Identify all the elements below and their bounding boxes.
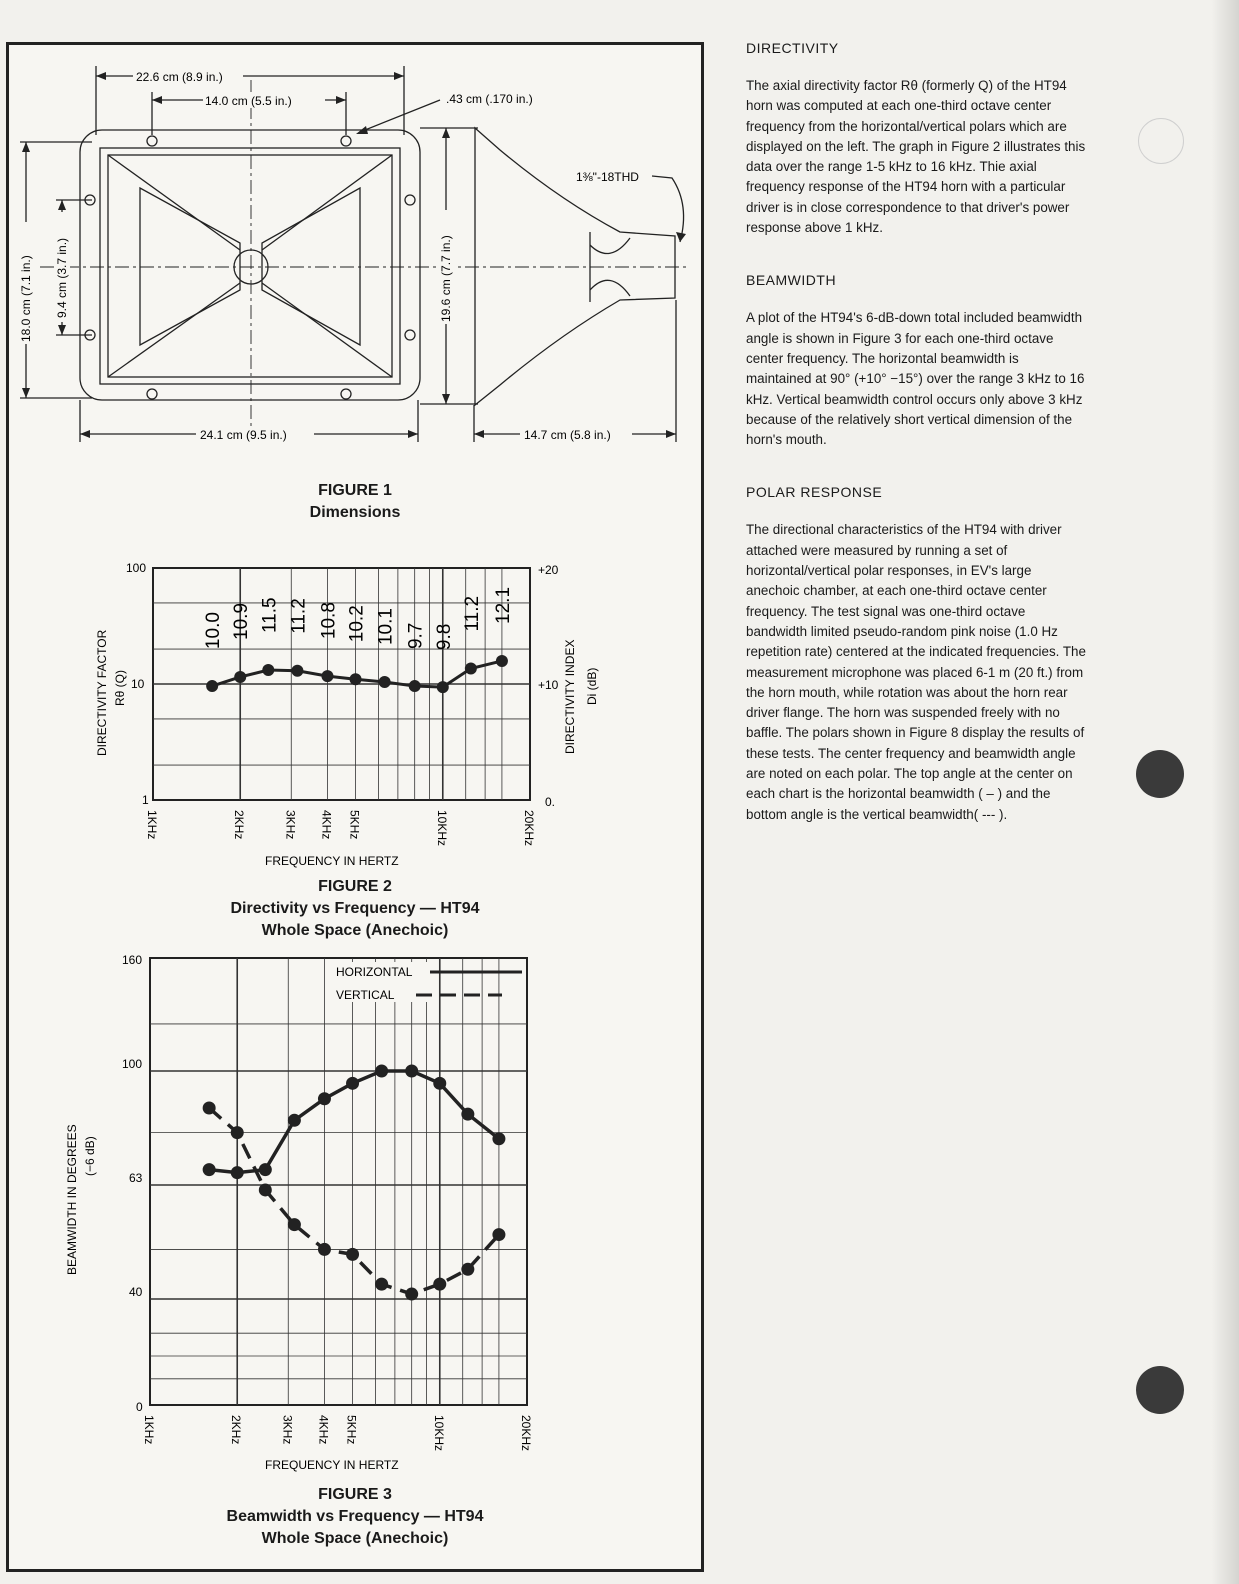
fig3-xlabel: FREQUENCY IN HERTZ	[265, 1458, 399, 1472]
fig3-ylabel-1: BEAMWIDTH IN DEGREES	[65, 1124, 79, 1275]
dim-depth: 14.7 cm (5.8 in.)	[524, 428, 611, 442]
figure2-subtitle-1: Directivity vs Frequency — HT94	[230, 900, 480, 917]
fig2-data-label: 9.8	[433, 623, 455, 651]
fig2-data-point	[234, 671, 246, 683]
fig2-data-point	[350, 673, 362, 685]
figure2-chart	[0, 560, 710, 880]
fig2-xtick-label: 3KHz	[283, 810, 298, 840]
fig2-xtick-label: 5KHz	[347, 810, 362, 840]
fig3-point-vertical	[492, 1228, 505, 1241]
fig3-ylabel-2: (−6 dB)	[83, 1136, 97, 1176]
figure3-title: FIGURE 3	[318, 1486, 392, 1503]
fig2-xtick-label: 2KHz	[232, 810, 247, 840]
fig3-point-vertical	[405, 1288, 418, 1301]
fig2-data-label: 11.2	[288, 598, 310, 634]
fig3-point-vertical	[203, 1101, 216, 1114]
fig2-data-point	[379, 676, 391, 688]
fig3-xtick-label: 1KHz	[142, 1415, 156, 1445]
dim-width-top: 22.6 cm (8.9 in.)	[136, 70, 223, 84]
fig3-point-horizontal	[375, 1065, 388, 1078]
fig3-ytick-40: 40	[129, 1285, 143, 1299]
fig3-point-horizontal	[461, 1108, 474, 1121]
text-column	[746, 40, 1086, 859]
dim-height-inner: 9.4 cm (3.7 in.)	[55, 237, 69, 318]
fig3-point-vertical	[231, 1126, 244, 1139]
dim-hole-spacing: 14.0 cm (5.5 in.)	[205, 94, 292, 108]
paragraph-beamwidth: A plot of the HT94's 6-dB-down total included beamwidth angle is shown in Figure 3 for each one-third octave center frequency. The horizontal beamwidth is maintained at 90° (+10° −15°) over the range 3 kHz to 16 kHz. Vertical beamwidth control occurs only above 3 kHz because of the relatively short vertical dimension of the horn's mouth.	[746, 310, 1085, 448]
figure1-subtitle: Dimensions	[309, 504, 401, 521]
fig3-point-horizontal	[231, 1166, 244, 1179]
fig2-data-point	[437, 681, 449, 693]
punch-hole-middle	[1136, 750, 1184, 798]
fig3-xtick-label: 4KHz	[316, 1415, 331, 1445]
fig2-ylabel-left-1: DIRECTIVITY FACTOR	[95, 629, 109, 756]
fig2-data-label: 10.2	[346, 605, 368, 643]
punch-hole-ring	[1138, 118, 1184, 164]
fig3-point-horizontal	[203, 1163, 216, 1176]
fig3-point-vertical	[288, 1218, 301, 1231]
fig3-ytick-160: 160	[122, 953, 143, 967]
fig2-xtick-label: 1KHz	[145, 810, 159, 840]
fig3-point-horizontal	[433, 1077, 446, 1090]
fig2-ytick-r10: +10	[538, 678, 559, 692]
fig2-data-label: 10.9	[231, 602, 253, 640]
fig2-data-point	[496, 655, 508, 667]
fig3-series-vertical	[209, 1108, 499, 1294]
figure2-subtitle-2: Whole Space (Anechoic)	[261, 922, 449, 939]
dim-thread: 1⅜"-18THD	[576, 170, 639, 184]
fig2-data-label: 10.0	[203, 612, 225, 650]
fig3-point-vertical	[461, 1263, 474, 1276]
figure3-caption	[180, 1484, 530, 1550]
fig3-plot-frame	[150, 958, 527, 1405]
fig3-point-horizontal	[318, 1092, 331, 1105]
heading-directivity: DIRECTIVITY	[746, 40, 839, 56]
fig2-data-label: 12.1	[492, 586, 514, 624]
fig3-point-vertical	[318, 1243, 331, 1256]
fig2-data-label: 10.1	[375, 608, 397, 646]
fig2-data-point	[409, 680, 421, 692]
fig2-data-label: 11.5	[259, 597, 281, 634]
figure3-subtitle-2: Whole Space (Anechoic)	[261, 1530, 449, 1547]
fig2-data-point	[206, 680, 218, 692]
fig2-ytick-10: 10	[131, 677, 145, 691]
fig2-xtick-label: 4KHz	[319, 810, 334, 840]
fig3-legend-horizontal: HORIZONTAL	[336, 965, 413, 979]
fig3-point-horizontal	[259, 1163, 272, 1176]
fig2-ytick-r20: +20	[538, 563, 559, 577]
figure3-chart	[0, 950, 710, 1480]
fig3-xtick-label: 5KHz	[344, 1415, 359, 1445]
fig2-data-point	[262, 664, 274, 676]
fig3-xtick-label: 10KHz	[431, 1415, 446, 1452]
fig3-point-horizontal	[346, 1077, 359, 1090]
heading-beamwidth: BEAMWIDTH	[746, 272, 837, 289]
dim-width-bottom: 24.1 cm (9.5 in.)	[200, 428, 287, 442]
dim-height-mouth: 19.6 cm (7.7 in.)	[439, 235, 453, 322]
fig3-point-horizontal	[405, 1065, 418, 1078]
fig3-ytick-63: 63	[129, 1171, 143, 1185]
fig3-ytick-100: 100	[122, 1057, 143, 1071]
fig3-point-vertical	[433, 1278, 446, 1291]
figure1-caption	[250, 480, 460, 524]
fig3-point-vertical	[259, 1183, 272, 1196]
fig2-xtick-label: 10KHz	[434, 810, 449, 847]
fig2-ytick-r0: 0.	[545, 795, 556, 809]
page-edge-shadow	[1211, 0, 1239, 1584]
fig2-data-label: 10.8	[318, 602, 340, 640]
fig3-point-vertical	[346, 1248, 359, 1261]
fig3-xtick-label: 20KHz	[519, 1415, 533, 1452]
figure1-drawing	[0, 0, 710, 470]
fig3-point-horizontal	[288, 1114, 301, 1127]
fig3-ytick-0: 0	[136, 1400, 143, 1414]
figure2-title: FIGURE 2	[318, 878, 392, 895]
fig2-data-point	[465, 663, 477, 675]
fig2-data-label: 9.7	[405, 622, 427, 650]
figure2-caption	[180, 876, 530, 942]
fig3-legend-vertical: VERTICAL	[336, 988, 395, 1002]
fig2-data-point	[291, 665, 303, 677]
figure1-title: FIGURE 1	[318, 482, 392, 499]
heading-polar-response: POLAR RESPONSE	[746, 484, 883, 501]
fig3-point-vertical	[375, 1278, 388, 1291]
dim-height-outer: 18.0 cm (7.1 in.)	[19, 255, 33, 342]
fig3-xtick-label: 2KHz	[229, 1415, 244, 1445]
paragraph-directivity: The axial directivity factor Rθ (formerly Q) of the HT94 horn was computed at each one-third octave center frequency from the horizontal/vertical polars which are displayed on the left. The graph in Figure 2 illustrates this data over the range 1-5 kHz to 16 kHz. Thie axial frequency response of the HT94 horn with a particular driver is in close correspondence to that driver's power response above 1 kHz.	[746, 78, 1086, 236]
fig2-ytick-100: 100	[126, 561, 147, 575]
figure3-subtitle-1: Beamwidth vs Frequency — HT94	[226, 1508, 484, 1525]
fig2-data-point	[321, 670, 333, 682]
fig2-ylabel-right-1: DIRECTIVITY INDEX	[563, 639, 577, 754]
fig2-xlabel: FREQUENCY IN HERTZ	[265, 854, 399, 868]
fig2-ylabel-left-2: Rθ (Q)	[113, 670, 127, 706]
fig2-xtick-label: 20KHz	[522, 810, 536, 847]
dim-hole-dia: .43 cm (.170 in.)	[446, 92, 533, 106]
fig2-ytick-1: 1	[142, 793, 149, 807]
fig3-xtick-label: 3KHz	[280, 1415, 295, 1445]
paragraph-polar-response: The directional characteristics of the HT94 with driver attached were measured by running a set of horizontal/vertical polar responses, in EV's large anechoic chamber, at each one-third octave center frequency. The test signal was one-third octave bandwidth limited pseudo-random pink noise (1.0 Hz repetition rate) centered at the indicated frequencies. The measurement microphone was placed 6-1 m (20 ft.) from the horn mouth, while rotation was about the horn rear driver flange. The horn was suspended freely with no baffle. The polars shown in Figure 8 display the results of these tests. The center frequency and beamwidth angle are noted on each polar. The top angle at the center on each chart is the horizontal beamwidth ( – ) and the bottom angle is the vertical beamwidth( --- ).	[746, 522, 1086, 822]
fig2-ylabel-right-2: Di (dB)	[585, 667, 599, 705]
punch-hole-bottom	[1136, 1366, 1184, 1414]
fig2-data-label: 11.2	[461, 595, 483, 632]
fig3-point-horizontal	[492, 1132, 505, 1145]
